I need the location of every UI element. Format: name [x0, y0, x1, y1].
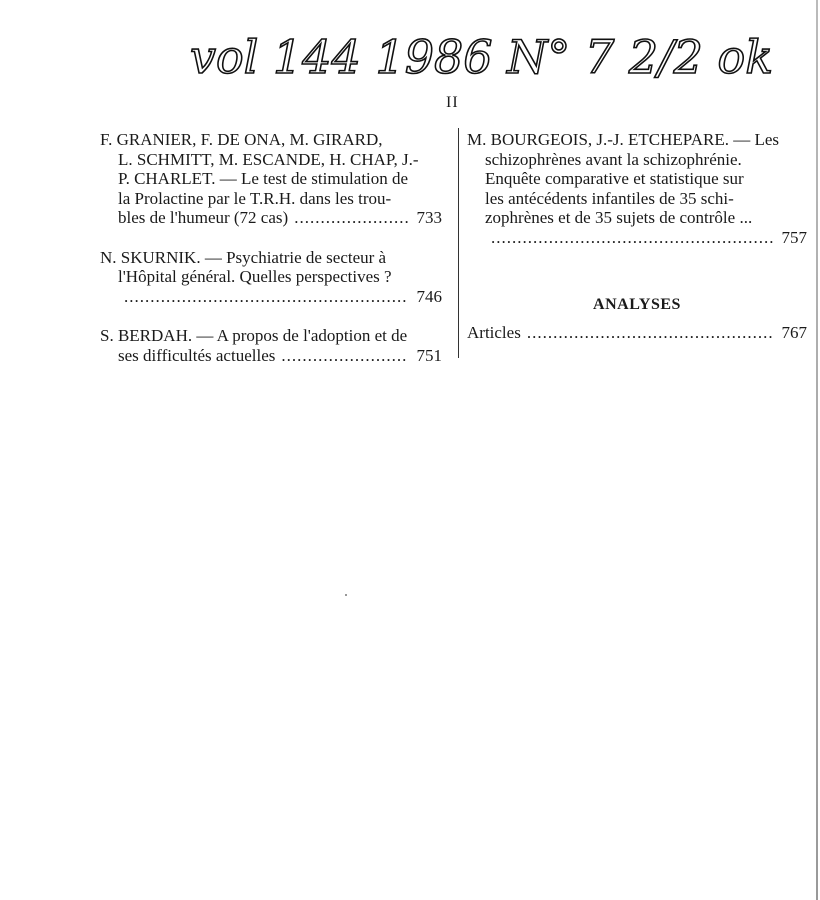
- entry-line: L. SCHMITT, M. ESCANDE, H. CHAP, J.-: [118, 149, 419, 169]
- dot-leader: [281, 346, 408, 366]
- entry-line: M. BOURGEOIS, J.-J. ETCHEPARE. — Les: [467, 130, 780, 149]
- left-column: [100, 130, 442, 385]
- page-number: II: [446, 94, 459, 111]
- entry-line: l'Hôpital général. Quelles perspectives ?: [118, 267, 392, 286]
- dot-leader: [124, 287, 408, 307]
- entry-line: bles de l'humeur (72 cas): [118, 208, 289, 227]
- entry-line: ses difficultés actuelles: [118, 345, 276, 365]
- entry-line: P. CHARLET. — Le test de stimulation de: [118, 169, 409, 188]
- page-reference: 733: [416, 208, 442, 227]
- entry-leader-line: [100, 287, 442, 307]
- entry-line: N. SKURNIK. — Psychiatrie de secteur à: [100, 247, 387, 267]
- entry-leader-line: [467, 228, 807, 248]
- handwritten-annotation-text: vol 144 1986 N° 7 2/2 ok: [190, 30, 774, 84]
- dot-leader: [527, 323, 773, 343]
- dot-leader: [491, 228, 773, 248]
- page-reference: 757: [781, 227, 807, 247]
- scan-edge: [816, 0, 818, 900]
- toc-entry-articles: [467, 323, 807, 343]
- entry-line: schizophrènes avant la schizophrénie.: [485, 149, 742, 169]
- entry-line: la Prolactine par le T.R.H. dans les trou-: [118, 188, 392, 208]
- entry-leader-line: [100, 208, 442, 228]
- toc-entry-berdah: [100, 326, 442, 365]
- entry-leader-line: [100, 346, 442, 366]
- entry-line: F. GRANIER, F. DE ONA, M. GIRARD,: [100, 130, 383, 149]
- toc-entry-skurnik: [100, 248, 442, 307]
- section-heading-analyses: ANALYSES: [593, 296, 681, 313]
- page-reference: 746: [416, 286, 442, 306]
- entry-label: Articles: [467, 322, 521, 342]
- toc-entry-granier: [100, 130, 442, 228]
- page-reference: 751: [416, 345, 442, 365]
- page-reference: 767: [781, 322, 807, 342]
- right-column: [467, 130, 807, 342]
- handwritten-annotation: [190, 18, 790, 98]
- column-divider: [458, 128, 459, 358]
- entry-line: les antécédents infantiles de 35 schi-: [485, 188, 734, 208]
- entry-line: S. BERDAH. — A propos de l'adoption et de: [100, 326, 408, 345]
- toc-entry-bourgeois: [467, 130, 807, 247]
- scan-speck: [345, 594, 347, 596]
- dot-leader: [294, 208, 408, 228]
- entry-line: zophrènes et de 35 sujets de contrôle ...: [485, 208, 753, 227]
- entry-line: Enquête comparative et statistique sur: [485, 169, 744, 188]
